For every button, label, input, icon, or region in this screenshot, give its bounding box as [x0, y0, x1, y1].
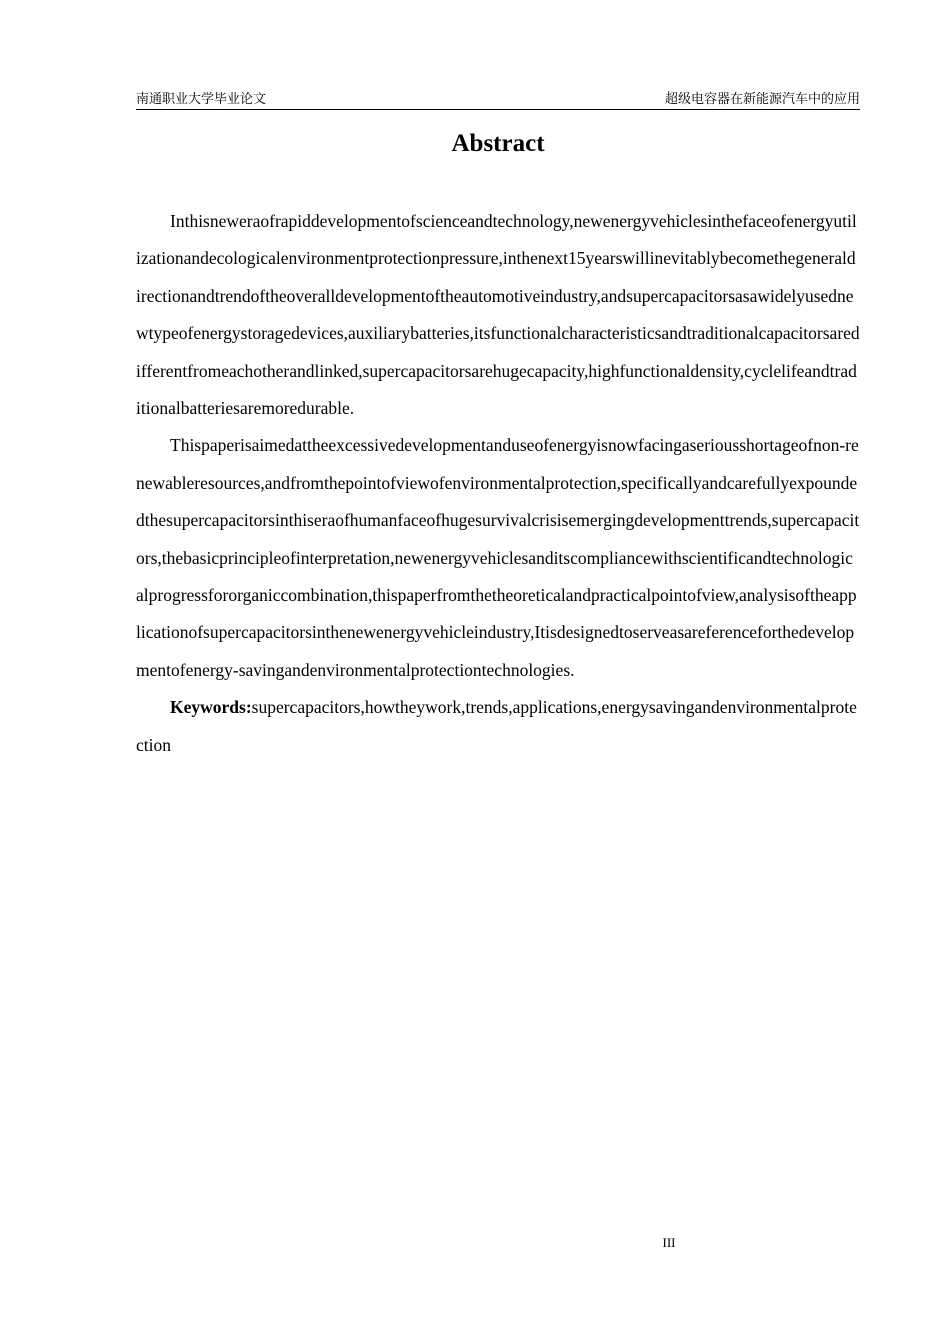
abstract-heading: Abstract — [451, 130, 545, 157]
keywords-text: supercapacitors,howtheywork,trends,applications,energysavingandenvironmentalprotection — [136, 697, 857, 755]
header-thesis-title: 超级电容器在新能源汽车中的应用 — [664, 92, 860, 107]
keywords-paragraph — [136, 689, 860, 764]
abstract-paragraph-1: Inthisneweraofrapiddevelopmentofscienceandtechnology,newenergyvehiclesinthefaceofenergyutilizationandecologicalenvironmentprotectionpressure,inthenext15yearswillinevitablybecomethegeneraldirectionandtrendoftheoveralldevelopmentoftheautomotiveindustry,andsupercapacitorsasawidelyusednewtypeofenergystoragedevices,auxiliarybatteries,itsfunctionalcharacteristicsandtraditionalcapacitorsaredifferentfromeachotherandlinked,supercapacitorsarehugecapacity,highfunctionaldensity,cyclelifeandtraditionalbatteriesaremoredurable. — [136, 211, 860, 419]
keywords-label: Keywords: — [170, 697, 252, 718]
header-university-title: 南通职业大学毕业论文 — [136, 92, 267, 107]
abstract-body — [136, 203, 860, 764]
page-number: III — [662, 1235, 676, 1250]
page-header — [136, 91, 860, 110]
abstract-paragraph-2: Thispaperisaimedattheexcessivedevelopmentanduseofenergyisnowfacingaseriousshortageofnon-renewableresources,andfromthepointofviewofenvironmentalprotection,specificallyandcarefullyexpoundedthesupercapacitorsinthiseraofhumanfaceofhugesurvivalcrisisemergingdevelopmenttrends,supercapacitors,thebasicprincipleofinterpretation,newenergyvehiclesanditscompliancewithscientificandtechnologicalprogressfororganiccombination,thispaperfromthetheoreticalandpracticalpointofview,analysisoftheapplicationofsupercapacitorsinthenewenergyvehicleindustry,Itisdesignedtoserveasareferenceforthedevelopmentofenergy-savingandenvironmentalprotectiontechnologies. — [136, 435, 860, 680]
